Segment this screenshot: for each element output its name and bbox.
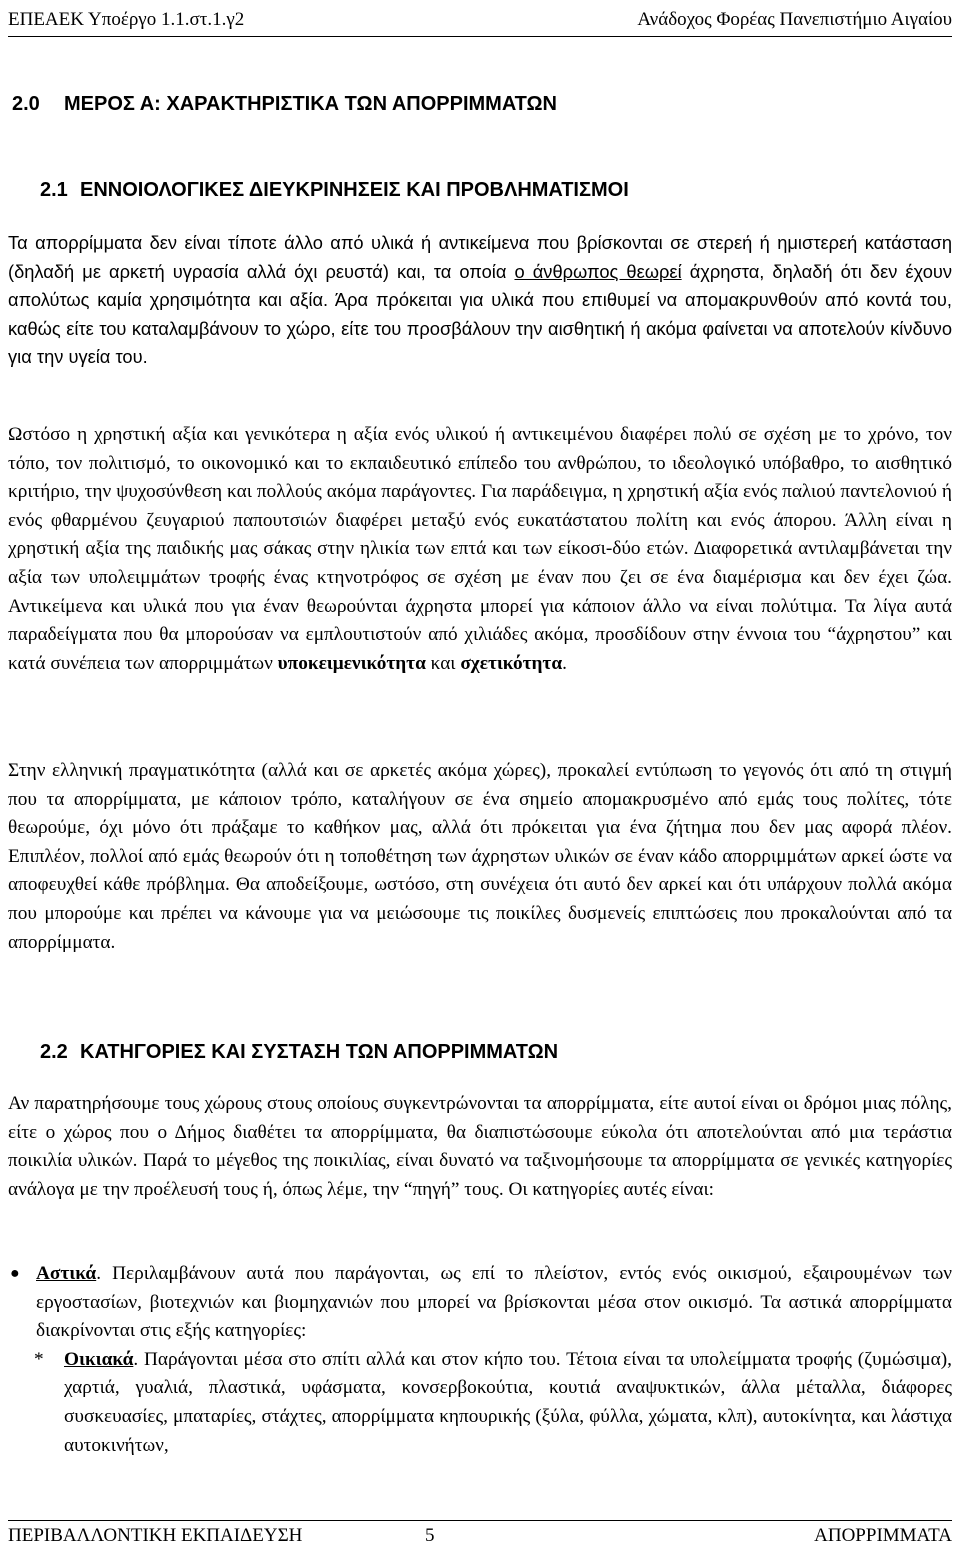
section-title: ΜΕΡΟΣ Α: ΧΑΡΑΚΤΗΡΙΣΤΙΚΑ ΤΩΝ ΑΠΟΡΡΙΜΜΑΤΩΝ xyxy=(64,93,557,115)
categories-list xyxy=(8,1260,952,1460)
list-item-household: * Οικιακά. Παράγονται μέσα στο σπίτι αλλά και στον κήπο του. Τέτοια είναι τα υπολείμματα τροφής (ζυμώσιμα), χαρτιά, γυαλιά, πλαστικά, υφάσματα, κονσερβοκούτια, κουτιά αναψυκτικών, άλλα μέταλλα, διάφορες συσκευασίες, μπαταρίες, στάχτες, απορρίμματα κηπουρικής (ξύλα, φύλλα, χώματα, κλπ), αυτοκίνητα, και λάστιχα αυτοκινήτων, xyxy=(8,1346,952,1460)
underlined-phrase: ο άνθρωπος θεωρεί xyxy=(514,260,682,282)
asterisk-icon: * xyxy=(34,1348,44,1370)
section-2-0-heading xyxy=(12,92,557,116)
section-2-1-heading xyxy=(40,178,629,202)
paragraph-greek-reality: Στην ελληνική πραγματικότητα (αλλά και σε αρκετές ακόμα χώρες), προκαλεί εντύπωση το γεγονός ότι από τη στιγμή που τα απορρίμματα, με κάποιον τρόπο, καταλήγουν σε ένα σημείο απομακρυσμένο από εμάς τους πολίτες, τότε θεωρούμε, όχι μόνο ότι πράξαμε το καθήκον μας, αλλά ότι πρόκειται για ένα ζήτημα που δεν μας αφορά πλέον. Επιπλέον, πολλοί από εμάς θεωρούν ότι η τοποθέτηση των άχρηστων υλικών σε έναν κάδο απορριμμάτων αρκεί ώστε να αποφευχθεί κάθε πρόβλημα. Θα αποδείξουμε, ωστόσο, στη συνέχεια ότι αυτό δεν αρκεί και ότι υπάρχουν πολλά ακόμα που μπορούμε και πρέπει να κάνουμε για να μειώσουμε τις ποικίλες δυσμενείς επιπτώσεις που προκαλούνται από τα απορρίμματα. xyxy=(8,760,952,953)
section-title: ΚΑΤΗΓΟΡΙΕΣ ΚΑΙ ΣΥΣΤΑΣΗ ΤΩΝ ΑΠΟΡΡΙΜΜΑΤΩΝ xyxy=(80,1041,559,1063)
bullet-icon: ● xyxy=(10,1265,20,1282)
category-label: Αστικά xyxy=(36,1263,97,1284)
list-item-urban: ● Αστικά. Περιλαμβάνουν αυτά που παράγονται, ως επί το πλείστον, εντός ενός οικισμού, εξαιρουμένων των εργοστασίων, βιοτεχνιών και βιομηχανιών που μπορεί να βρίσκονται μέσα στον οικισμό. Τα αστικά απορρίμματα διακρίνονται στις εξής κατηγορίες: xyxy=(8,1260,952,1346)
bold-term-relativity: σχετικότητα xyxy=(460,652,563,674)
footer-topic: ΑΠΟΡΡΙΜΜΑΤΑ xyxy=(814,1525,952,1546)
section-2-2-heading xyxy=(40,1040,558,1064)
paragraph-relative-value: Ωστόσο η χρηστική αξία και γενικότερα η αξία ενός υλικού ή αντικειμένου διαφέρει πολύ σε σχέση με το χρόνο, τον τόπο, τον πολιτισμό, το οικονομικό και το εκπαιδευτικό επίπεδο του ανθρώπου, το ιδεολογικό υπόβαθρο, το αισθητικό κριτήριο, την ψυχοσύνθεση και πολλούς ακόμα παράγοντες. Για παράδειγμα, η χρηστική αξία ενός παλιού παντελονιού ή ενός φθαρμένου ζευγαριού παπουτσιών διαφέρει μεταξύ ενός ευκατάστατου πολίτη και ενός άπορου. Άλλη είναι η χρηστική αξία της παιδικής μας σάκας στην ηλικία των επτά και των είκοσι-δύο ετών. Διαφορετικά αντιλαμβάνεται την αξία των υπολειμμάτων τροφής ένας κτηνοτρόφος σε σχέση με έναν που ζει σε ένα διαμέρισμα και δεν έχει ζώα. Αντικείμενα και υλικά που για έναν θεωρούνται άχρηστα μπορεί για κάποιον άλλο να είναι πολύτιμα. Τα λίγα αυτά παραδείγματα που θα μπορούσαν να εμπλουτιστούν από χιλιάδες ακόμα, προσδίδουν στην έννοια του “άχρηστου” και κατά συνέπεια των απορριμμάτων υποκειμενικότητα και σχετικότητα. xyxy=(8,424,952,674)
bold-term-subjectivity: υποκειμενικότητα xyxy=(277,652,426,674)
section-number: 2.0 xyxy=(12,93,40,115)
footer-course-title: ΠΕΡΙΒΑΛΛΟΝΤΙΚΗ ΕΚΠΑΙΔΕΥΣΗ xyxy=(8,1525,303,1546)
subcategory-label: Οικιακά xyxy=(64,1348,134,1370)
footer-page-number: 5 xyxy=(425,1525,435,1546)
header-institution: Ανάδοχος Φορέας Πανεπιστήμιο Αιγαίου xyxy=(637,9,952,30)
section-number: 2.1 xyxy=(40,179,68,201)
header-project-code: ΕΠΕΑΕΚ Υποέργο 1.1.στ.1.γ2 xyxy=(8,9,245,30)
page-footer xyxy=(8,1520,952,1545)
paragraph-categories-intro: Αν παρατηρήσουμε τους χώρους στους οποίους συγκεντρώνονται τα απορρίμματα, είτε αυτοί είναι οι δρόμοι μιας πόλης, είτε ο χώρος που ο Δήμος διαθέτει τα απορρίμματα, θα διαπιστώσουμε εύκολα ότι αποτελούνται από μια τεράστια ποικιλία υλικών. Παρά το μέγεθος της ποικιλίας, είναι δυνατό να ταξινομήσουμε τα απορρίμματα σε γενικές κατηγορίες ανάλογα με την προέλευσή τους ή, όπως λέμε, την “πηγή” τους. Οι κατηγορίες αυτές είναι: xyxy=(8,1093,952,1200)
section-number: 2.2 xyxy=(40,1041,68,1063)
paragraph-definition: Τα απορρίμματα δεν είναι τίποτε άλλο από υλικά ή αντικείμενα που βρίσκονται σε στερεή ή ημιστερεή κατάσταση (δηλαδή με αρκετή υγρασία αλλά όχι ρευστά) και, τα οποία ο άνθρωπος θεωρεί άχρηστα, δηλαδή ότι δεν έχουν απολύτως καμία χρησιμότητα και αξία. Άρα πρόκειται για υλικά που επιθυμεί να απομακρυνθούν από κοντά του, καθώς είτε του καταλαμβάνουν το χώρο, είτε του προσβάλουν την αισθητική ή ακόμα φαίνεται να αποτελούν κίνδυνο για την υγεία του. xyxy=(8,232,952,368)
section-title: ΕΝΝΟΙΟΛΟΓΙΚΕΣ ΔΙΕΥΚΡΙΝΗΣΕΙΣ ΚΑΙ ΠΡΟΒΛΗΜΑΤΙΣΜΟΙ xyxy=(80,179,629,201)
page-header xyxy=(8,6,952,37)
